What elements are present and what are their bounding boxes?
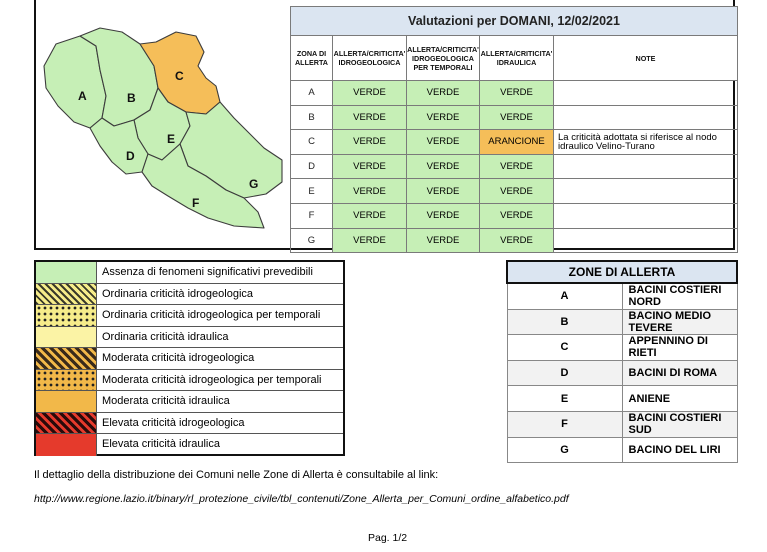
legend-swatch [36,284,97,305]
header-idrogeologica: ALLERTA/CRITICITA' IDROGEOLOGICA [333,36,407,81]
zone-name: BACINO DEL LIRI [622,437,737,463]
zone-name: BACINI COSTIERI NORD [622,283,737,309]
criticality-legend [34,260,345,456]
zone-row [507,335,737,361]
map-label-a: A [78,89,87,103]
map-label-e: E [167,132,176,146]
zone-row [507,283,737,309]
lazio-alert-map [38,22,288,234]
table-row [291,81,738,106]
zone-letter: D [507,360,622,386]
legend-swatch [36,434,97,456]
zone-name: BACINI COSTIERI SUD [622,411,737,437]
legend-row [36,348,343,370]
idrogeologica-cell: VERDE [333,154,407,179]
legend-swatch [36,305,97,326]
legend-swatch [36,370,97,391]
legend-swatch [36,327,97,348]
idraulica-cell: ARANCIONE [480,130,554,155]
legend-row [36,284,343,306]
legend-row [36,370,343,392]
zone-name: ANIENE [622,386,737,412]
idraulica-cell: VERDE [480,154,554,179]
zone-row [507,386,737,412]
zone-cell: F [291,203,333,228]
idraulica-cell: VERDE [480,105,554,130]
legend-swatch [36,391,97,412]
idrogeologica-cell: VERDE [333,228,407,253]
zone-row [507,360,737,386]
legend-swatch [36,262,97,283]
footer-link[interactable]: http://www.regione.lazio.it/binary/rl_protezione_civile/tbl_contenuti/Zone_Allerta_per_Comuni_ordine_alfabetico.pdf [34,493,569,505]
zone-name: APPENNINO DI RIETI [622,335,737,361]
map-label-d: D [126,149,135,163]
table-row [291,105,738,130]
zone-letter: F [507,411,622,437]
legend-row [36,391,343,413]
legend-label: Assenza di fenomeni significativi prevedibili [102,266,313,278]
header-temporali: ALLERTA/CRITICITA' IDROGEOLOGICA PER TEMPORALI [407,36,480,81]
note-cell [554,154,738,179]
zone-name: BACINI DI ROMA [622,360,737,386]
zone-cell: G [291,228,333,253]
alert-zones-table [506,260,738,463]
table-row [291,130,738,155]
table-row [291,228,738,253]
header-note: NOTE [554,36,738,81]
table-row [291,179,738,204]
note-cell [554,105,738,130]
legend-swatch [36,348,97,369]
idraulica-cell: VERDE [480,203,554,228]
zone-row [507,309,737,335]
zone-cell: C [291,130,333,155]
legend-row [36,413,343,435]
map-label-b: B [127,91,136,105]
zone-letter: A [507,283,622,309]
legend-label: Ordinaria criticità idrogeologica per temporali [102,309,321,321]
temporali-cell: VERDE [407,105,480,130]
legend-row [36,327,343,349]
zone-letter: C [507,335,622,361]
legend-row [36,305,343,327]
idraulica-cell: VERDE [480,228,554,253]
idrogeologica-cell: VERDE [333,105,407,130]
note-cell [554,203,738,228]
legend-row [36,434,343,456]
map-label-c: C [175,69,184,83]
temporali-cell: VERDE [407,130,480,155]
idraulica-cell: VERDE [480,179,554,204]
footer-note: Il dettaglio della distribuzione dei Comuni nelle Zone di Allerta è consultabile al link: [34,469,439,481]
table-row [291,154,738,179]
legend-label: Moderata criticità idrogeologica [102,352,255,364]
temporali-cell: VERDE [407,81,480,106]
temporali-cell: VERDE [407,179,480,204]
evaluation-table [290,6,738,253]
idrogeologica-cell: VERDE [333,81,407,106]
zone-cell: E [291,179,333,204]
header-idraulica: ALLERTA/CRITICITA' IDRAULICA [480,36,554,81]
zone-letter: B [507,309,622,335]
note-cell: La criticità adottata si riferisce al nodo idraulico Velino-Turano [554,130,738,155]
note-cell [554,81,738,106]
legend-label: Ordinaria criticità idrogeologica [102,287,254,300]
zone-cell: B [291,105,333,130]
zone-name: BACINO MEDIO TEVERE [622,309,737,335]
map-label-g: G [249,177,259,191]
idrogeologica-cell: VERDE [333,203,407,228]
map-label-f: F [192,196,200,210]
temporali-cell: VERDE [407,154,480,179]
legend-label: Elevata criticità idraulica [102,438,220,450]
table-row [291,203,738,228]
note-cell [554,228,738,253]
legend-label: Elevata criticità idrogeologica [102,416,245,429]
zone-row [507,411,737,437]
idrogeologica-cell: VERDE [333,179,407,204]
header-zona: ZONA DI ALLERTA [291,36,333,81]
temporali-cell: VERDE [407,228,480,253]
zone-letter: G [507,437,622,463]
legend-swatch [36,413,97,434]
zone-cell: D [291,154,333,179]
temporali-cell: VERDE [407,203,480,228]
zones-title: ZONE DI ALLERTA [507,261,737,283]
zone-cell: A [291,81,333,106]
idrogeologica-cell: VERDE [333,130,407,155]
legend-row [36,262,343,284]
zone-letter: E [507,386,622,412]
zone-row [507,437,737,463]
idraulica-cell: VERDE [480,81,554,106]
legend-label: Moderata criticità idraulica [102,395,230,407]
legend-label: Moderata criticità idrogeologica per temporali [102,373,322,386]
note-cell [554,179,738,204]
evaluation-title: Valutazioni per DOMANI, 12/02/2021 [291,7,738,36]
page-number: Pag. 1/2 [368,532,408,544]
legend-label: Ordinaria criticità idraulica [102,330,229,343]
